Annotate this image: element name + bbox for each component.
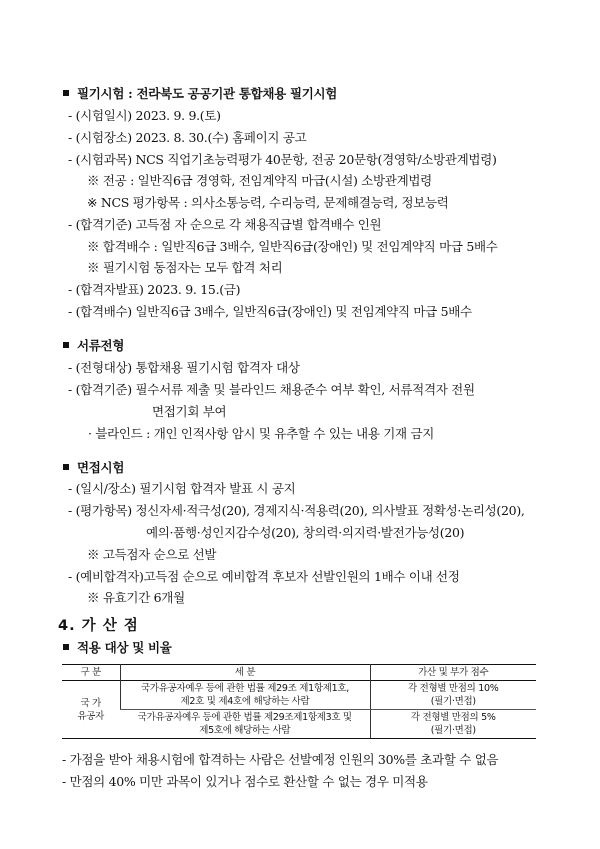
table-row <box>62 681 536 710</box>
header-category: 구 분 <box>80 667 101 678</box>
group-cell: 국 가 유공자 <box>62 681 120 739</box>
document-screening-heading <box>63 338 124 354</box>
bullet-square-icon <box>63 644 69 650</box>
written-note: ※ NCS 평가항목 : 의사소통능력, 수리능력, 문제해결능력, 정보능력 <box>87 195 449 210</box>
interview-heading-text: 면접시험 <box>77 460 125 475</box>
interview-line: - (평가항목) 정신자세·적극성(20), 경제지식·적용력(20), 의사발표 정확성·논리성(20), <box>68 503 525 518</box>
written-note: ※ 필기시험 동점자는 모두 합격 처리 <box>87 260 283 275</box>
written-line: - (합격배수) 일반직6급 3배수, 일반직6급(장애인) 및 전임계약직 마급 5배수 <box>68 304 472 319</box>
interview-note: ※ 유효기간 6개월 <box>87 590 185 605</box>
bonus-note: - 가점을 받아 채용시험에 합격하는 사람은 선발예정 인원의 30%를 초과할 수 없음 <box>62 752 499 767</box>
bonus-section-title: 4. 가 산 점 <box>58 618 139 634</box>
interview-note: ※ 고득점자 순으로 선발 <box>87 547 217 562</box>
detail-cell: 국가유공자예우 등에 관한 법률 제29조제1항제3호 및 제5호에 해당하는 사람 <box>120 710 370 739</box>
document-line-cont: 면접기회 부여 <box>152 404 227 419</box>
score-cell: 각 전형별 만점의 5% (필기·면접) <box>370 710 536 739</box>
bullet-square-icon <box>63 342 69 348</box>
written-line: - (시험일시) 2023. 9. 9.(토) <box>68 108 221 123</box>
bullet-square-icon <box>63 464 69 470</box>
document-line: - (합격기준) 필수서류 제출 및 블라인드 채용준수 여부 확인, 서류적격자 전원 <box>68 382 475 397</box>
bonus-table <box>62 664 536 739</box>
written-line: - (시험과목) NCS 직업기초능력평가 40문항, 전공 20문항(경영학/소방관계법령) <box>68 152 497 167</box>
interview-line: - (일시/장소) 필기시험 합격자 발표 시 공지 <box>68 481 296 496</box>
score-cell: 각 전형별 만점의 10% (필기·면접) <box>370 681 536 710</box>
interview-line-cont: 예의·품행·성인지감수성(20), 창의력·의지력·발전가능성(20) <box>146 525 465 540</box>
bonus-note: - 만점의 40% 미만 과목이 있거나 점수로 환산할 수 없는 경우 미적용 <box>62 774 428 789</box>
bullet-square-icon <box>63 90 69 96</box>
document-line: - (전형대상) 통합채용 필기시험 합격자 대상 <box>68 360 300 375</box>
header-detail: 세 분 <box>120 665 370 681</box>
interview-heading <box>63 460 124 476</box>
written-note: ※ 합격배수 : 일반직6급 3배수, 일반직6급(장애인) 및 전임계약직 마급 5배수 <box>87 239 498 254</box>
bonus-subheading-text: 적용 대상 및 비율 <box>77 640 172 655</box>
document-blind-note: · 블라인드 : 개인 인적사항 암시 및 유추할 수 있는 내용 기재 금지 <box>88 426 435 441</box>
detail-cell: 국가유공자예우 등에 관한 법률 제29조 제1항제1호, 제2호 및 제4호에 해당하는 사람 <box>120 681 370 710</box>
written-line: - (합격기준) 고득점 자 순으로 각 채용직급별 합격배수 인원 <box>68 217 382 232</box>
written-exam-heading <box>63 86 337 102</box>
written-line: - (합격자발표) 2023. 9. 15.(금) <box>68 282 241 297</box>
header-score: 가산 및 부가 점수 <box>370 665 536 681</box>
written-line: - (시험장소) 2023. 8. 30.(수) 홈페이지 공고 <box>68 130 307 145</box>
table-header-row <box>62 665 536 681</box>
table-row <box>62 710 536 739</box>
written-note: ※ 전공 : 일반직6급 경영학, 전임계약직 마급(시설) 소방관계법령 <box>87 173 432 188</box>
bonus-subheading <box>63 640 172 656</box>
document-heading-text: 서류전형 <box>77 338 125 353</box>
interview-line: - (예비합격자)고득점 순으로 예비합격 후보자 선발인원의 1배수 이내 선정 <box>68 569 460 584</box>
written-heading-text: 필기시험 : 전라북도 공공기관 통합채용 필기시험 <box>77 86 338 101</box>
